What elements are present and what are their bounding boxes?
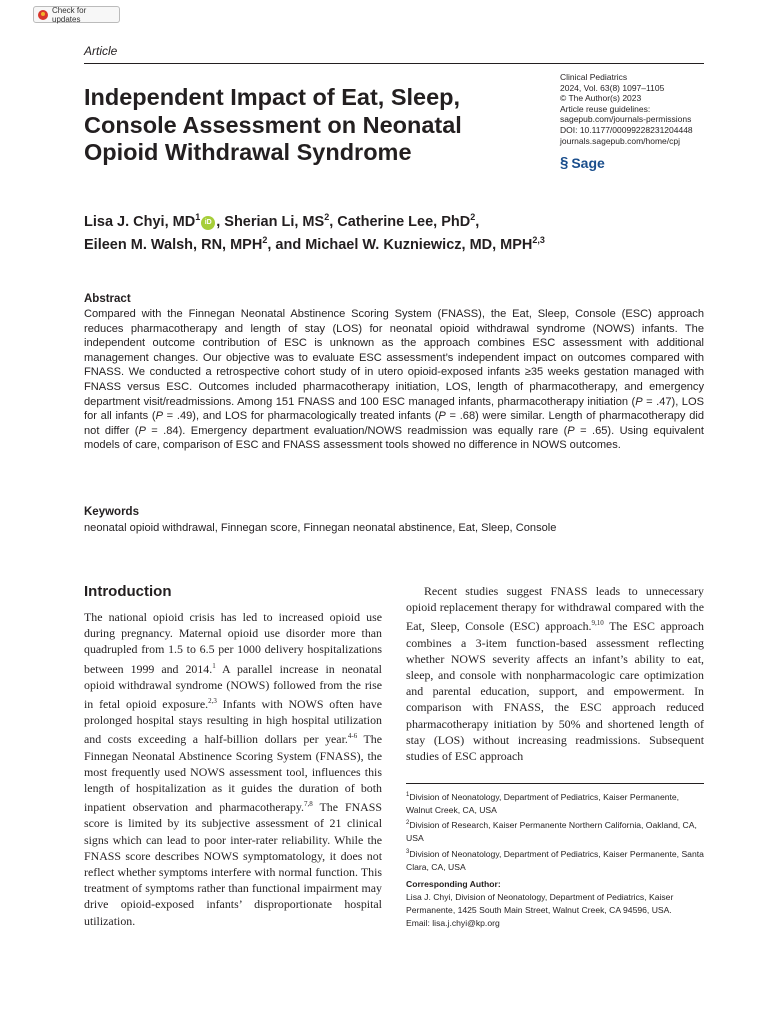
author-3: , Catherine Lee, PhD	[329, 213, 471, 230]
publisher-logo	[560, 154, 605, 171]
affiliation-2	[406, 817, 704, 845]
affiliation-text: Division of Neonatology, Department of Pediatrics, Kaiser Permanente, Walnut Creek, CA, USA	[406, 791, 680, 816]
orcid-icon[interactable]: iD	[201, 216, 215, 230]
citation[interactable]: 9,10	[591, 619, 604, 628]
abstract-heading: Abstract	[84, 293, 131, 305]
affiliation-3	[406, 846, 704, 874]
author-separator: ,	[475, 213, 480, 230]
author-2-affil: 2	[324, 212, 330, 222]
affiliation-text: Division of Neonatology, Department of Pediatrics, Kaiser Permanente, Santa Clara, CA, USA	[406, 848, 704, 872]
footnotes	[406, 789, 704, 931]
corresponding-author-address: Lisa J. Chyi, Division of Neonatology, Department of Pediatrics, Kaiser Permanente, 1425 South Main Street, Walnut Creek, CA 94596, USA.	[406, 892, 674, 916]
p-symbol: P	[138, 424, 146, 437]
journal-home-link[interactable]: journals.sagepub.com/home/cpj	[560, 135, 681, 146]
intro-text-3: Infants with NOWS often have prolonged hospital stays resulting in high hospital utilization and costs exceeding a half-billion dollars per year.	[84, 696, 382, 747]
abstract-text-1: Compared with the Finnegan Neonatal Abstinence Scoring System (FNASS), the Eat, Sleep, Console (ESC) approach reduces pharmacotherapy and length of stay (LOS) for neonatal opioid withdrawal syndrome (NOWS) infants. The independent outcome contribution of ESC is unknown as the approach combines ESC assessment with additional management changes. Our objective was to evaluate ESC assessment’s independent impact on outcomes compared with FNASS. We conducted a retrospective cohort study of in utero opioid-exposed infants ≥35 weeks gestation managed with FNASS versus ESC. Outcomes included pharmacotherapy initiation, LOS, length of pharmacotherapy, and emergency department visit/readmissions. Among 151 FNASS and 100 ESC managed infants, pharmacotherapy initiation (	[84, 308, 704, 408]
article-title: Independent Impact of Eat, Sleep, Console Assessment on Neonatal Opioid Withdrawal Syndrome	[84, 84, 462, 165]
abstract-text-4: = .68) were similar. Length of pharmacotherapy did not differ (	[84, 410, 704, 437]
abstract-text-3: = .49), and LOS for pharmacologically treated infants (	[162, 410, 439, 423]
intro-text-1: The national opioid crisis has led to increased opioid use during pregnancy. Maternal opioid use disorder more than quadrupled from 1.5 to 6.5 per 1000 delivery hospitalizations between 1999 and 2014.	[84, 610, 382, 676]
corresponding-author-email[interactable]: Email: lisa.j.chyi@kp.org	[406, 918, 500, 929]
author-5: , and Michael W. Kuzniewicz, MD, MPH	[267, 237, 533, 254]
abstract-text-5: = .84). Emergency department evaluation/NOWS readmission was equally rare (	[145, 424, 568, 437]
p-symbol: P	[567, 424, 575, 437]
reuse-label: Article reuse guidelines:	[560, 103, 651, 114]
intro-text-4: The Finnegan Neonatal Abstinence Scoring System (FNASS), the most frequently used NOWS assessment tool, influences this length of hospitalization as it guides the duration of both inpatient observation and pharmacotherapy.	[84, 732, 382, 815]
author-2: , Sherian Li, MS	[216, 213, 325, 230]
check-updates-label: Check for updates	[52, 5, 87, 24]
intro-text-2: A parallel increase in neonatal opioid withdrawal syndrome (NOWS) followed from the rise in fetal opioid exposure.	[84, 661, 382, 711]
journal-volume: 2024, Vol. 63(8) 1097–1105	[560, 82, 665, 93]
sage-logo-icon: §	[560, 154, 569, 171]
keywords-heading: Keywords	[84, 506, 139, 518]
introduction-heading: Introduction	[84, 583, 172, 600]
check-updates-icon	[38, 10, 48, 20]
permissions-link[interactable]: sagepub.com/journals-permissions	[560, 114, 692, 125]
introduction-left-column	[84, 609, 382, 929]
p-symbol: P	[438, 410, 446, 423]
citation[interactable]: 7,8	[303, 800, 313, 809]
affiliation-number: 1	[406, 792, 410, 798]
p-symbol: P	[155, 410, 163, 423]
affiliation-number: 2	[406, 820, 410, 827]
introduction-right-column	[406, 583, 704, 764]
p-symbol: P	[635, 395, 643, 408]
header-rule	[84, 63, 704, 64]
author-1-affil: 1	[195, 212, 201, 222]
copyright: © The Author(s) 2023	[560, 93, 642, 104]
intro-text-6: Recent studies suggest FNASS leads to unnecessary opioid replacement therapy for withdrawal compared with the Eat, Sleep, Console (ESC) approach.	[406, 584, 704, 634]
publisher-name: Sage	[571, 154, 605, 171]
author-4: Eileen M. Walsh, RN, MPH	[84, 237, 263, 254]
journal-name: Clinical Pediatrics	[560, 72, 628, 82]
keywords-body: neonatal opioid withdrawal, Finnegan score, Finnegan neonatal abstinence, Eat, Sleep, Console	[84, 522, 557, 534]
author-1: Lisa J. Chyi, MD	[84, 213, 196, 230]
abstract-body	[84, 307, 704, 453]
affiliation-1	[406, 789, 704, 817]
abstract-text-6: = .65). Using equivalent models of care, comparison of ESC and FNASS assessment tools showed no difference in NOWS outcomes.	[84, 424, 705, 452]
citation[interactable]: 2,3	[208, 696, 217, 705]
citation[interactable]: 4-6	[347, 732, 358, 741]
check-for-updates-button[interactable]	[33, 6, 120, 23]
intro-text-5: The FNASS score is limited by its subjective assessment of 21 clinical signs which can lead to poor inter-rater reliability. While the FNASS score describes NOWS symptomatology, it does not reflect whether symptoms interfere with normal function. This treatment of symptoms rather than functional impairment may drive opioid-exposed infants’ disproportionate hospital utilization.	[84, 800, 382, 928]
affiliation-number: 3	[406, 848, 410, 855]
article-type-label: Article	[84, 44, 118, 58]
intro-text-7: The ESC approach combines a 3-item function-based assessment reflecting whether NOWS severity affects an infant’s ability to eat, sleep, and console with nonpharmacologic care optimization and parental education, support, and empowerment. In comparison with FNASS, the ESC approach reduced pharmacotherapy initiation by 50% and shortened length of stay (LOS) without increasing readmissions. Subsequent studies of ESC approach	[406, 619, 704, 763]
doi-link[interactable]: DOI: 10.1177/00099228231204448	[560, 124, 693, 135]
affiliation-text: Division of Research, Kaiser Permanente Northern California, Oakland, CA, USA	[406, 820, 697, 844]
author-3-affil: 2	[470, 212, 476, 222]
journal-info	[560, 72, 730, 146]
author-5-affil: 2,3	[532, 235, 545, 246]
citation[interactable]: 1	[212, 661, 216, 670]
author-list	[84, 208, 704, 255]
abstract-text-2: = .47), LOS for all infants (	[84, 395, 705, 423]
footnote-rule	[406, 783, 704, 784]
corresponding-author-heading: Corresponding Author:	[406, 878, 501, 889]
author-4-affil: 2	[262, 235, 268, 246]
